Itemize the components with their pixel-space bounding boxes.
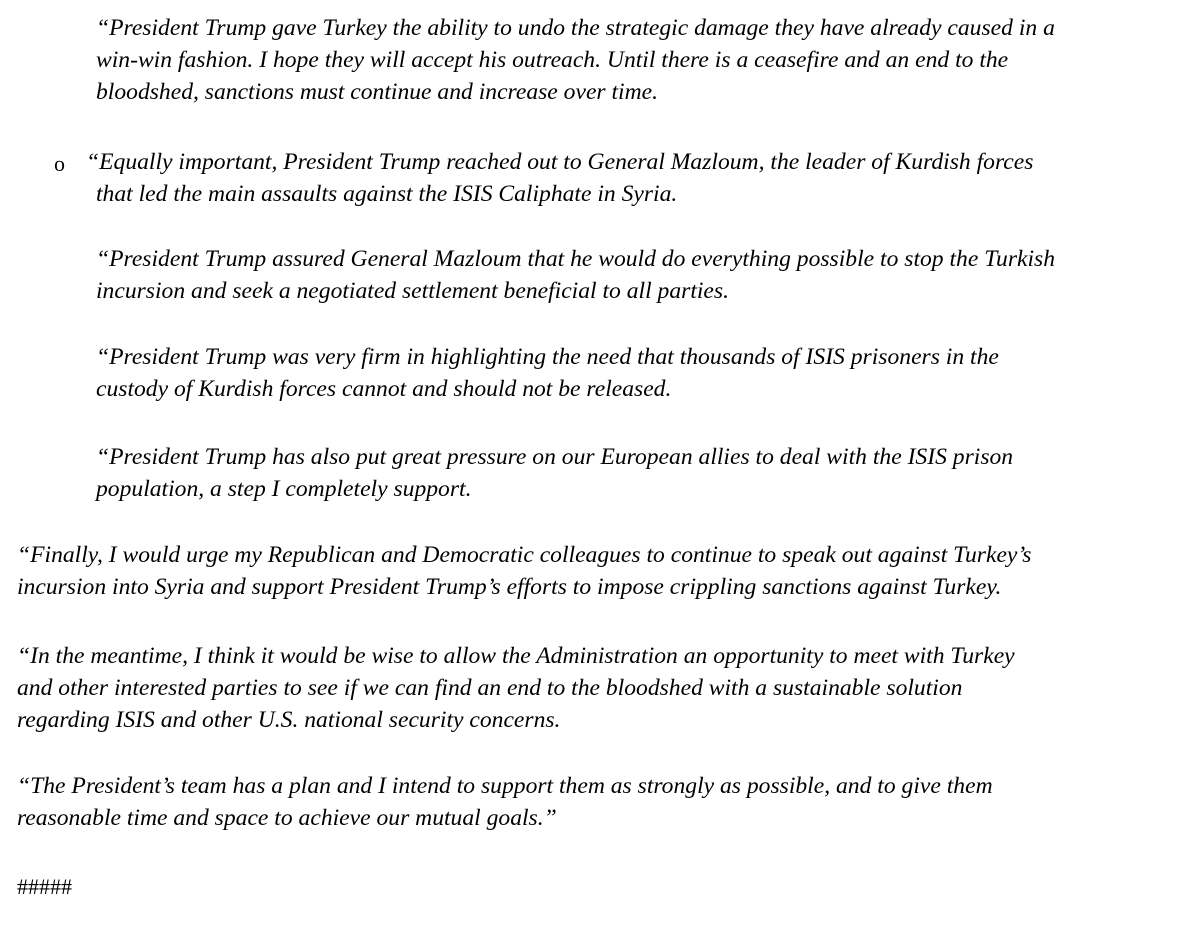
paragraph-colleagues [17,539,1031,603]
text-line: “Finally, I would urge my Republican and Democratic colleagues to continue to speak out against Turkey’s [17,542,1032,568]
text-line: win-win fashion. I hope they will accept his outreach. Until there is a ceasefire and an end to the [96,47,1009,73]
paragraph-european-allies [96,441,1013,505]
text-line: “Equally important, President Trump reached out to General Mazloum, the leader of Kurdish forces [86,149,1034,175]
text-line: “President Trump was very firm in highlighting the need that thousands of ISIS prisoners in the [96,344,999,370]
paragraph-mazloum-outreach [86,146,1033,210]
paragraph-mazloum-assurance [96,243,1055,307]
bullet-marker: o [54,151,65,176]
end-mark: ##### [17,874,72,899]
paragraph-team-plan [17,770,993,834]
text-line: and other interested parties to see if we can find an end to the bloodshed with a sustainable solution [17,675,963,701]
text-line: population, a step I completely support. [96,476,472,502]
text-line: “President Trump has also put great pressure on our European allies to deal with the ISIS prison [96,444,1014,470]
text-line: “In the meantime, I think it would be wise to allow the Administration an opportunity to meet with Turkey [17,643,1015,669]
text-line: “President Trump gave Turkey the ability to undo the strategic damage they have already caused in a [96,15,1055,41]
paragraph-ceasefire [96,12,1055,108]
text-line: “The President’s team has a plan and I intend to support them as strongly as possible, and to give them [17,773,993,799]
text-line: custody of Kurdish forces cannot and should not be released. [96,376,672,402]
paragraph-isis-prisoners [96,341,999,405]
text-line: incursion into Syria and support President Trump’s efforts to impose crippling sanctions against Turkey. [17,574,1002,600]
text-line: regarding ISIS and other U.S. national security concerns. [17,707,561,733]
text-line: bloodshed, sanctions must continue and increase over time. [96,79,659,105]
paragraph-meantime [17,640,1015,736]
text-line: “President Trump assured General Mazloum that he would do everything possible to stop the Turkish [96,246,1056,272]
text-line: that led the main assaults against the ISIS Caliphate in Syria. [96,181,678,207]
text-line: incursion and seek a negotiated settlement beneficial to all parties. [96,278,729,304]
text-line: reasonable time and space to achieve our mutual goals.” [17,805,557,831]
